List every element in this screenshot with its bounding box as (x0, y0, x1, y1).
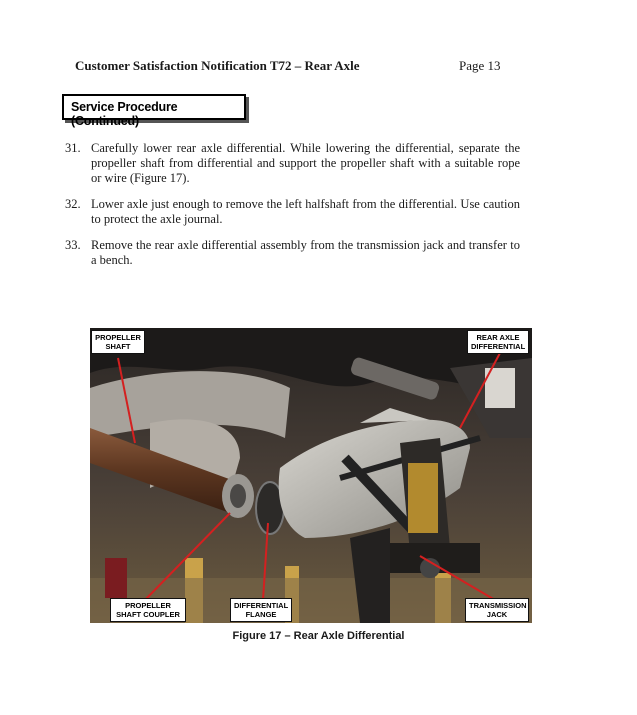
figure-caption: Figure 17 – Rear Axle Differential (232, 630, 405, 642)
page-number: Page 13 (459, 58, 501, 73)
step-number: 31. (65, 141, 81, 155)
procedure-steps (65, 141, 520, 279)
step-text: Carefully lower rear axle differential. While lowering the differential, separate the propeller shaft from differential and support the propeller shaft with a suitable rope or wire (Figure 17). (91, 141, 520, 185)
step-number: 33. (65, 238, 81, 252)
step-text: Remove the rear axle differential assembly from the transmission jack and transfer to a bench. (91, 238, 520, 267)
callout-rear-axle-differential: REAR AXLE DIFFERENTIAL (467, 330, 529, 354)
figure-photo (90, 328, 532, 623)
differential-photo-illustration (90, 328, 532, 623)
step-item (65, 238, 520, 268)
callout-propeller-shaft-coupler: PROPELLER SHAFT COUPLER (110, 598, 186, 622)
step-text: Lower axle just enough to remove the left halfshaft from the differential. Use caution to protect the axle journal. (91, 197, 520, 226)
callout-transmission-jack: TRANSMISSION JACK (465, 598, 529, 622)
step-item (65, 141, 520, 186)
section-heading: Service Procedure (Continued) (62, 94, 246, 120)
callout-differential-flange: DIFFERENTIAL FLANGE (230, 598, 292, 622)
document-title: Customer Satisfaction Notification T72 – Rear Axle (75, 58, 360, 73)
step-number: 32. (65, 197, 81, 211)
step-item (65, 197, 520, 227)
callout-propeller-shaft: PROPELLER SHAFT (91, 330, 145, 354)
